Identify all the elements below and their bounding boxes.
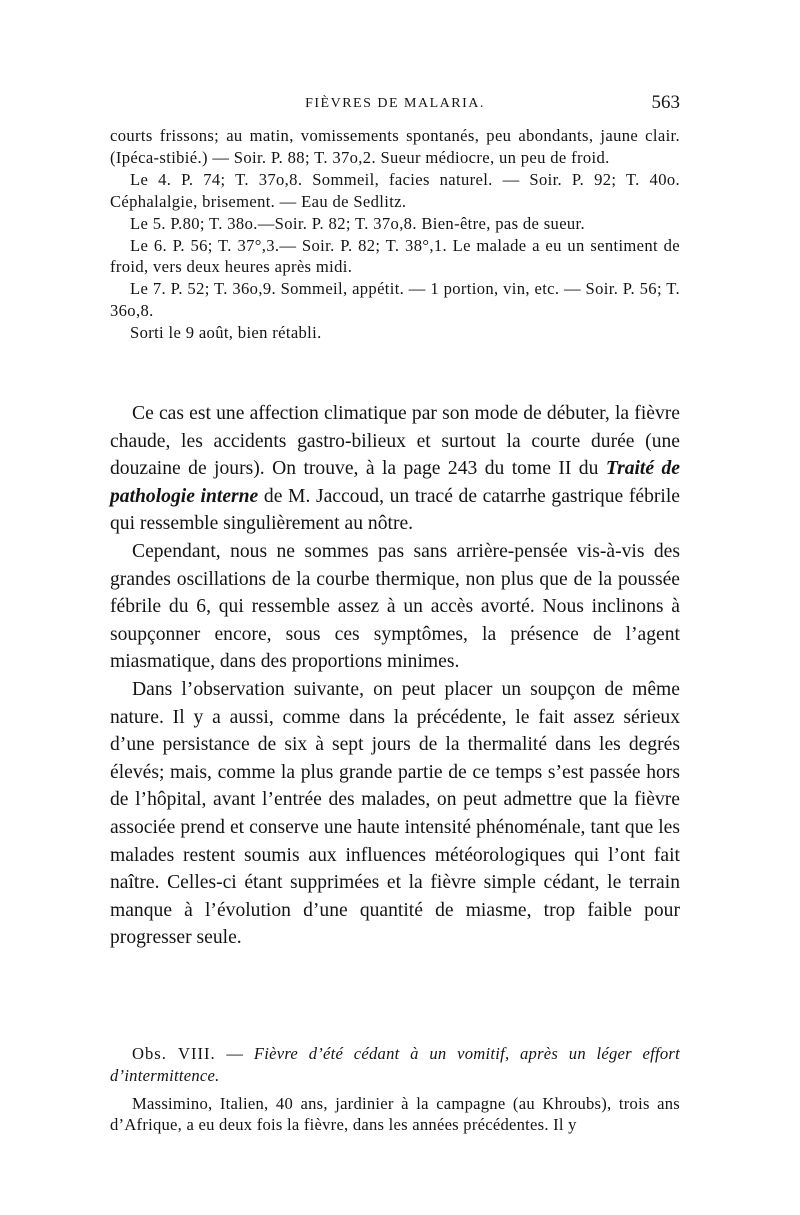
commentary-paragraph: Cependant, nous ne sommes pas sans arrière-pensée vis-à-vis des grandes oscillations de la courbe thermique, non plus que de la poussée fébrile du 6, qui ressemble assez à un accès avorté. Nous inclinons à soupçonner encore, sous ces symptômes, la présence de l’agent miasmatique, dans des proportions minimes.: [110, 540, 680, 673]
commentary-text: de M. Jaccoud, un tracé de catarrhe gastrique fébrile qui ressemble singulièrement au nôtre.: [110, 485, 680, 535]
observation-body: Massimino, Italien, 40 ans, jardinier à la campagne (au Khroubs), trois ans d’Afrique, a eu deux fois la fièvre, dans les années précédentes. Il y: [110, 1093, 680, 1135]
note-paragraph: Le 5. P.80; T. 38o.—Soir. P. 82; T. 37o,8. Bien-être, pas de sueur.: [130, 213, 586, 233]
commentary-paragraph: Dans l’observation suivante, on peut placer un soupçon de même nature. Il y a aussi, comme dans la précédente, le fait assez sérieux d’une persistance de six à sept jours de la thermalité dans les degrés élevés; mais, comme la plus grande partie de ce temps s’est passée hors de l’hôpital, avant l’entrée des malades, on peut admettre que la fièvre associée prend et conserve une haute intensité phénoménale, tant que les malades restent soumis aux influences météorologiques qui l’ont fait naître. Celles-ci étant supprimées et la fièvre simple cédant, le terrain manque à l’évolution d’une quantité de miasme, trop faible pour progresser seule.: [110, 678, 680, 949]
observation: [110, 1043, 680, 1136]
note-paragraph: Le 4. P. 74; T. 37o,8. Sommeil, facies naturel. — Soir. P. 92; T. 40o. Céphalalgie, brisement. — Eau de Sedlitz.: [110, 169, 680, 211]
observation-label: Obs. VIII.: [132, 1044, 216, 1063]
commentary-paragraph: [110, 400, 680, 538]
running-head: [110, 92, 680, 122]
commentary-text: Ce cas est une affection climatique par son mode de débuter, la fièvre chaude, les accidents gastro-bilieux et surtout la courte durée (une douzaine de jours). On trouve, à la page 243 du tome II du: [110, 403, 680, 480]
note-paragraph: courts frissons; au matin, vomissements spontanés, peu abondants, jaune clair. (Ipéca-stibié.) — Soir. P. 88; T. 37o,2. Sueur médiocre, un peu de froid.: [110, 126, 680, 167]
observation-title: Fièvre d’été cédant à un vomitif, après un léger effort d’intermittence.: [110, 1044, 680, 1085]
observation-heading: [110, 1043, 680, 1087]
note-paragraph: Le 7. P. 52; T. 36o,9. Sommeil, appétit. — 1 portion, vin, etc. — Soir. P. 56; T. 36o,8.: [110, 279, 680, 321]
note-paragraph: Le 6. P. 56; T. 37°,3.— Soir. P. 82; T. 38°,1. Le malade a eu un sentiment de froid, vers deux heures après midi.: [110, 235, 680, 277]
running-title: FIÈVRES DE MALARIA.: [305, 96, 485, 111]
observation-dash: —: [226, 1044, 244, 1063]
commentary: [110, 400, 680, 952]
page-number: 563: [651, 92, 680, 113]
cited-work-title: Traité de pathologie interne: [110, 458, 680, 507]
clinical-notes: [110, 125, 680, 344]
note-paragraph: Sorti le 9 août, bien rétabli.: [130, 323, 322, 343]
